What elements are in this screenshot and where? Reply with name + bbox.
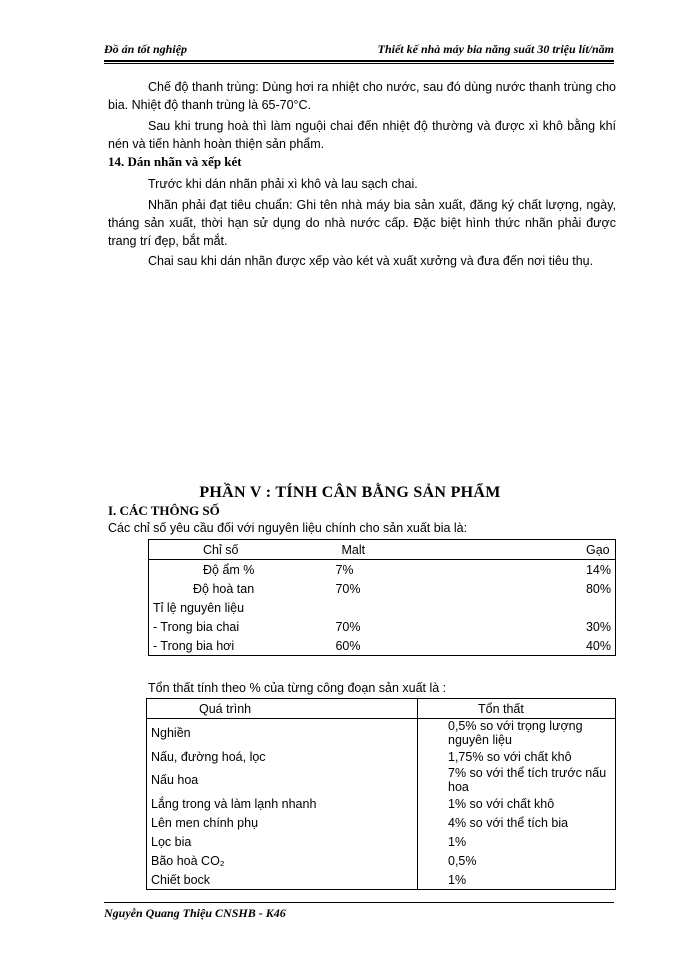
- paragraph-label-standard: Nhãn phải đạt tiêu chuẩn: Ghi tên nhà máy bia sản xuất, đăng ký chất lượng, ngày, tháng sản xuất, thời hạn sử dụng do nhà nước cấp. Đặc biệt hình thức nhãn phải được trang trí đẹp, bắt mắt.: [108, 198, 616, 248]
- table-cell: Nấu, đường hoá, lọc: [147, 747, 418, 766]
- header-rule: [104, 60, 614, 62]
- table-row: [149, 636, 616, 656]
- table-cell: 1%: [448, 872, 467, 887]
- section-i-heading: I. CÁC THÔNG SỐ: [108, 503, 220, 518]
- loss-table: [146, 698, 616, 890]
- table-cell: - Trong bia chai: [153, 619, 240, 634]
- part-title: PHẦN V : TÍNH CÂN BẰNG SẢN PHẨM: [199, 484, 501, 501]
- table-row: [147, 719, 616, 748]
- table-header-row: [149, 540, 616, 560]
- table-cell: Lọc bia: [147, 832, 418, 851]
- table-cell: Độ ẩm %: [203, 562, 255, 577]
- raw-material-table: [148, 539, 616, 656]
- header-left: Đồ án tốt nghiệp: [104, 42, 188, 56]
- table-cell: Tỉ lệ nguyên liệu: [153, 600, 245, 615]
- table-cell: 40%: [585, 638, 611, 653]
- table-cell: 4% so với thể tích bia: [448, 815, 569, 830]
- table-cell: 0,5%: [448, 853, 477, 868]
- paragraph-pasteurization: Chế độ thanh trùng: Dùng hơi ra nhiệt cho nước, sau đó dùng nước thanh trùng cho bia. Nhiệt độ thanh trùng là 65-70°C.: [108, 80, 616, 112]
- table-cell: 30%: [585, 619, 611, 634]
- table-cell: 1,75% so với chất khô: [448, 749, 572, 764]
- table-cell: 7%: [335, 562, 354, 577]
- table-cell: Lên men chính phụ: [147, 813, 418, 832]
- table-cell: Chiết bock: [147, 870, 418, 890]
- table-cell: 7% so với thể tích trước nấu hoa: [448, 766, 607, 794]
- table-header-cell: Tổn thất: [418, 699, 616, 719]
- table-header-cell: Chỉ số: [149, 540, 332, 560]
- table-header-cell: Gạo: [488, 540, 616, 560]
- table-row: [147, 813, 616, 832]
- table-cell: 60%: [335, 638, 361, 653]
- table-cell: 14%: [585, 562, 611, 577]
- table-row: [149, 579, 616, 598]
- table-header-row: [147, 699, 616, 719]
- table-cell: Lắng trong và làm lạnh nhanh: [147, 794, 418, 813]
- paragraph-crating: Chai sau khi dán nhãn được xếp vào két và xuất xưởng và đưa đến nơi tiêu thụ.: [148, 254, 594, 268]
- table-cell: Độ hoà tan: [193, 581, 255, 596]
- table-row: [149, 560, 616, 580]
- table-cell: Nấu hoa: [147, 766, 418, 794]
- table-cell: [488, 598, 616, 617]
- table-row: [149, 598, 616, 617]
- table-cell: 0,5% so với trọng lượng nguyên liệu: [448, 719, 583, 747]
- table-cell: 70%: [335, 619, 361, 634]
- table-cell: Bão hoà CO₂: [147, 851, 418, 870]
- table-row: [149, 617, 616, 636]
- table-cell: - Trong bia hơi: [153, 638, 235, 653]
- section-14-heading: 14. Dán nhãn và xếp két: [108, 154, 242, 169]
- table-cell: 70%: [335, 581, 361, 596]
- table-row: [147, 870, 616, 890]
- header-rule-thin: [104, 63, 614, 64]
- table-cell: 1%: [448, 834, 467, 849]
- table-row: [147, 832, 616, 851]
- paragraph-cooling: Sau khi trung hoà thì làm nguội chai đến nhiệt độ thường và được xì khô bằng khí nén và tiến hành hoàn thiện sản phẩm.: [108, 119, 616, 151]
- table-header-cell: Malt: [331, 540, 488, 560]
- page-header: [104, 40, 614, 60]
- table-header-cell: Quá trình: [147, 699, 418, 719]
- table1-intro: Các chỉ số yêu cầu đối với nguyên liệu chính cho sản xuất bia là:: [108, 521, 468, 535]
- paragraph-before-labeling: Trước khi dán nhãn phải xì khô và lau sạch chai.: [148, 177, 418, 191]
- table-cell: 1% so với chất khô: [448, 796, 555, 811]
- table2-intro: Tổn thất tính theo % của từng công đoạn sản xuất là :: [148, 681, 447, 695]
- footer-rule: [104, 902, 614, 903]
- header-right: Thiết kế nhà máy bia năng suất 30 triệu lít/năm: [377, 42, 614, 56]
- table-cell: Nghiền: [147, 719, 418, 748]
- table-row: [147, 747, 616, 766]
- table-row: [147, 851, 616, 870]
- page-footer: Nguyễn Quang Thiệu CNSHB - K46: [104, 906, 286, 920]
- table-cell: 80%: [585, 581, 611, 596]
- table-cell: [331, 598, 488, 617]
- table-row: [147, 766, 616, 794]
- table-row: [147, 794, 616, 813]
